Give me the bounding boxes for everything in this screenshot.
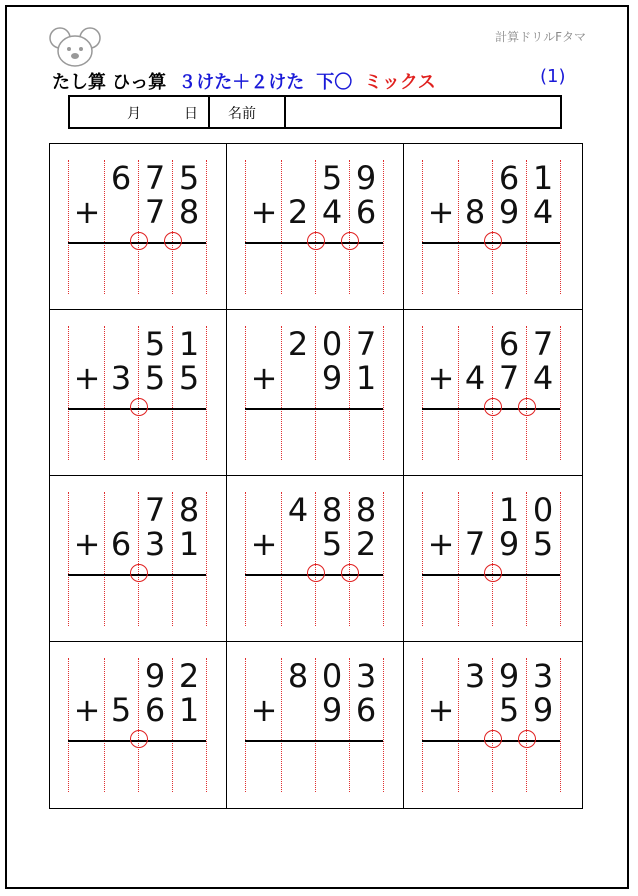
- addend-top-digit: 5: [144, 325, 166, 363]
- guide-line: [422, 160, 423, 294]
- addend-top-digit: 0: [321, 325, 343, 363]
- addend-top-digit: 6: [498, 159, 520, 197]
- addend-top-digit: 4: [287, 491, 309, 529]
- problem-grid: [49, 143, 583, 809]
- problem-cell[interactable]: [50, 476, 227, 642]
- addend-bottom-digit: 3: [144, 525, 166, 563]
- guide-line: [206, 492, 207, 626]
- guide-line: [383, 160, 384, 294]
- guide-line: [245, 160, 246, 294]
- addend-top-digit: 5: [178, 159, 200, 197]
- sum-line: [245, 740, 383, 742]
- addend-bottom-digit: 6: [355, 193, 377, 231]
- day-label: 日: [184, 106, 198, 122]
- name-label: 名前: [228, 106, 256, 122]
- guide-line: [245, 658, 246, 792]
- addend-bottom-digit: 4: [532, 193, 554, 231]
- plus-sign: +: [427, 359, 455, 397]
- addend-bottom-digit: 1: [178, 525, 200, 563]
- plus-sign: +: [250, 525, 278, 563]
- addend-top-digit: 3: [355, 657, 377, 695]
- plus-sign: +: [73, 359, 101, 397]
- guide-line: [383, 492, 384, 626]
- guide-line: [422, 492, 423, 626]
- title-carry-position: 下〇: [316, 72, 353, 93]
- addend-bottom-digit: 8: [178, 193, 200, 231]
- addend-bottom-digit: 9: [321, 359, 343, 397]
- problem-cell[interactable]: [50, 642, 227, 808]
- problem-cell[interactable]: [227, 476, 404, 642]
- guide-line: [245, 326, 246, 460]
- guide-line: [68, 492, 69, 626]
- addend-top-digit: 7: [355, 325, 377, 363]
- addend-bottom-digit: 5: [532, 525, 554, 563]
- date-cell[interactable]: [70, 97, 210, 127]
- brand-label: 計算ドリルFタマ: [495, 30, 586, 44]
- guide-line: [560, 492, 561, 626]
- addend-top-digit: 9: [498, 657, 520, 695]
- addend-bottom-digit: 9: [532, 691, 554, 729]
- addend-bottom-digit: 2: [355, 525, 377, 563]
- addend-top-digit: 1: [498, 491, 520, 529]
- carry-circle: [518, 730, 536, 748]
- guide-line: [422, 326, 423, 460]
- plus-sign: +: [250, 691, 278, 729]
- addend-bottom-digit: 9: [321, 691, 343, 729]
- carry-circle: [307, 564, 325, 582]
- addend-top-digit: 2: [178, 657, 200, 695]
- carry-circle: [484, 398, 502, 416]
- guide-line: [560, 326, 561, 460]
- addend-top-digit: 5: [321, 159, 343, 197]
- addend-top-digit: 9: [355, 159, 377, 197]
- title-mix: ミックス: [364, 72, 436, 93]
- problem-cell[interactable]: [404, 310, 582, 476]
- addend-top-digit: 8: [355, 491, 377, 529]
- addend-bottom-digit: 6: [110, 525, 132, 563]
- problem-cell[interactable]: [404, 476, 582, 642]
- problem-cell[interactable]: [227, 144, 404, 310]
- guide-line: [383, 658, 384, 792]
- addend-top-digit: 7: [532, 325, 554, 363]
- carry-circle: [307, 232, 325, 250]
- sum-line: [245, 408, 383, 410]
- addend-bottom-digit: 7: [144, 193, 166, 231]
- carry-circle: [484, 730, 502, 748]
- addend-top-digit: 6: [498, 325, 520, 363]
- problem-cell[interactable]: [227, 642, 404, 808]
- problem-cell[interactable]: [404, 642, 582, 808]
- carry-circle: [484, 232, 502, 250]
- addend-bottom-digit: 9: [498, 193, 520, 231]
- problem-cell[interactable]: [50, 144, 227, 310]
- carry-circle: [130, 564, 148, 582]
- carry-circle: [341, 232, 359, 250]
- addend-bottom-digit: 7: [498, 359, 520, 397]
- problem-cell[interactable]: [404, 144, 582, 310]
- addend-top-digit: 6: [110, 159, 132, 197]
- addend-top-digit: 9: [144, 657, 166, 695]
- addend-bottom-digit: 5: [110, 691, 132, 729]
- carry-circle: [130, 232, 148, 250]
- addend-top-digit: 8: [321, 491, 343, 529]
- addend-bottom-digit: 6: [355, 691, 377, 729]
- addend-bottom-digit: 5: [178, 359, 200, 397]
- addend-bottom-digit: 7: [464, 525, 486, 563]
- carry-circle: [341, 564, 359, 582]
- carry-circle: [484, 564, 502, 582]
- problem-cell[interactable]: [50, 310, 227, 476]
- guide-line: [206, 326, 207, 460]
- guide-line: [422, 658, 423, 792]
- addend-top-digit: 3: [532, 657, 554, 695]
- addend-top-digit: 7: [144, 159, 166, 197]
- addend-bottom-digit: 6: [144, 691, 166, 729]
- title-operation: たし算 ひっ算: [52, 72, 167, 93]
- addend-top-digit: 8: [287, 657, 309, 695]
- plus-sign: +: [250, 359, 278, 397]
- name-field[interactable]: [286, 97, 560, 127]
- plus-sign: +: [73, 691, 101, 729]
- addend-bottom-digit: 1: [355, 359, 377, 397]
- name-date-row: [68, 95, 562, 129]
- addend-bottom-digit: 4: [321, 193, 343, 231]
- addend-top-digit: 3: [464, 657, 486, 695]
- addend-bottom-digit: 4: [532, 359, 554, 397]
- addend-top-digit: 1: [532, 159, 554, 197]
- addend-bottom-digit: 2: [287, 193, 309, 231]
- carry-circle: [518, 398, 536, 416]
- addend-bottom-digit: 5: [321, 525, 343, 563]
- addend-bottom-digit: 5: [144, 359, 166, 397]
- month-label: 月: [127, 106, 141, 122]
- addend-bottom-digit: 9: [498, 525, 520, 563]
- guide-line: [68, 160, 69, 294]
- plus-sign: +: [427, 193, 455, 231]
- plus-sign: +: [427, 525, 455, 563]
- addend-bottom-digit: 8: [464, 193, 486, 231]
- addend-bottom-digit: 5: [498, 691, 520, 729]
- name-label-cell: [210, 97, 286, 127]
- guide-line: [206, 160, 207, 294]
- guide-line: [383, 326, 384, 460]
- worksheet-title: [52, 68, 436, 94]
- addend-top-digit: 0: [532, 491, 554, 529]
- plus-sign: +: [427, 691, 455, 729]
- plus-sign: +: [250, 193, 278, 231]
- sheet-number: (1): [540, 66, 566, 87]
- mouse-logo-icon: [48, 26, 102, 68]
- addend-top-digit: 1: [178, 325, 200, 363]
- carry-circle: [164, 232, 182, 250]
- guide-line: [560, 160, 561, 294]
- addend-top-digit: 7: [144, 491, 166, 529]
- guide-line: [68, 326, 69, 460]
- carry-circle: [130, 398, 148, 416]
- plus-sign: +: [73, 525, 101, 563]
- addend-bottom-digit: 1: [178, 691, 200, 729]
- guide-line: [560, 658, 561, 792]
- plus-sign: +: [73, 193, 101, 231]
- guide-line: [68, 658, 69, 792]
- guide-line: [245, 492, 246, 626]
- addend-top-digit: 8: [178, 491, 200, 529]
- addend-top-digit: 0: [321, 657, 343, 695]
- carry-circle: [130, 730, 148, 748]
- addend-bottom-digit: 4: [464, 359, 486, 397]
- addend-bottom-digit: 3: [110, 359, 132, 397]
- problem-cell[interactable]: [227, 310, 404, 476]
- title-digits: ３けた＋２けた: [178, 72, 305, 93]
- addend-top-digit: 2: [287, 325, 309, 363]
- guide-line: [206, 658, 207, 792]
